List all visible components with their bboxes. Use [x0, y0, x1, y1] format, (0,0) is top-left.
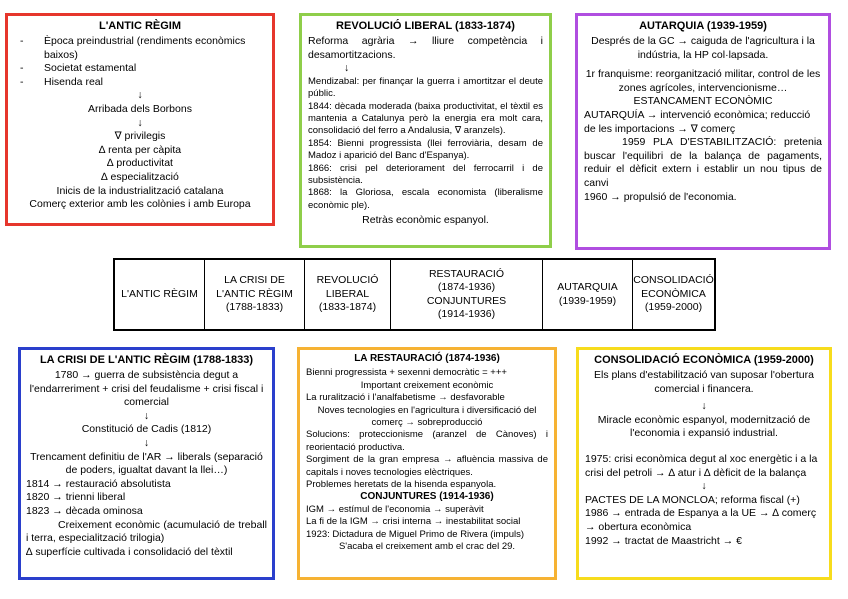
text-line: 1986 → entrada de Espanya a la UE → ∆ comerç → obertura econòmica — [585, 507, 817, 533]
text-line: Bienni progressista + sexenni democràtic = +++ — [306, 367, 507, 379]
timeline-label: REVOLUCIÓ — [316, 274, 379, 287]
down-arrow-icon: ↓ — [137, 116, 143, 129]
timeline-label: RESTAURACIÓ — [428, 267, 505, 280]
text-line: ∆ especialització — [101, 170, 179, 183]
antic-regim-box — [5, 13, 275, 226]
text-line: 1960 → propulsió de l'economia. — [584, 190, 737, 203]
crisi-antic-regim-title: LA CRISI DE L'ANTIC RÈGIM (1788-1833) — [39, 354, 254, 366]
text-line: La ruralització i l'analfabetisme → desfavorable — [306, 392, 505, 404]
text-line: IGM → estímul de l'economia → superàvit — [306, 503, 484, 515]
text-line: 1844: dècada moderada (baixa productivitat, el tèxtil es mantenia a Catalunya però la energia era molt cara, consolidació del ferro a Andalusia, ∇ aranzels). — [308, 100, 543, 137]
timeline-date: (1874-1936) — [437, 281, 496, 293]
list-item: - Època preindustrial (rendiments econòmics baixos) — [14, 35, 266, 62]
timeline-cell-antic-regim — [115, 260, 205, 329]
down-arrow-icon: ↓ — [701, 480, 707, 493]
down-arrow-icon: ↓ — [143, 409, 150, 422]
list-item: - Hisenda real — [14, 76, 266, 90]
text-line: 1866: crisi pel deteriorament del ferrocarril i de subsistència. — [308, 162, 543, 187]
text-line: Després de la GC → caiguda de l'agricultura i la indústria, la HP col·lapsada. — [591, 35, 815, 61]
text-line: Creixement econòmic (acumulació de treball i terra, especialització trilogia) — [26, 518, 267, 545]
text-line: ESTANCAMENT ECONÒMIC — [633, 95, 773, 108]
timeline-label: L'ANTIC RÈGIM — [121, 287, 198, 300]
text-line: 1820 → trienni liberal — [26, 491, 126, 504]
autarquia-box — [575, 13, 831, 250]
text-line: ∇ privilegis — [114, 130, 166, 143]
restauracio-title: LA RESTAURACIÓ (1874-1936) — [354, 353, 500, 364]
text-line: 1854: Bienni progressista (llei ferroviària, desam de Madoz i aparició del Banc d'Espanya). — [308, 137, 543, 162]
text-line: Reforma agrària → lliure competència i desamortitzacions. — [308, 35, 543, 61]
text-line: Trencament definitiu de l'AR → liberals (separació de poders, igualtat davant la llei…) — [30, 450, 263, 477]
consolidacio-title: CONSOLIDACIÓ ECONÒMICA (1959-2000) — [594, 354, 814, 366]
timeline-date: (1914-1936) — [437, 308, 496, 320]
text-line: La fi de la IGM → crisi interna → inestabilitat social — [306, 516, 521, 528]
text-line: Miracle econòmic espanyol, modernització de l'economia i expansió industrial. — [597, 413, 811, 440]
timeline-cell-autarquia — [543, 260, 633, 329]
down-arrow-icon: ↓ — [143, 436, 150, 449]
timeline-label: CONJUNTURES — [426, 294, 507, 307]
text-line: ∆ productivitat — [107, 157, 173, 170]
timeline-label: AUTARQUIA — [557, 281, 618, 293]
timeline-date: (1788-1833) — [225, 301, 284, 314]
text-line: 1992 → tractat de Maastricht → € — [585, 534, 742, 547]
autarquia-title: AUTARQUIA (1939-1959) — [639, 20, 767, 32]
text-line: 1r franquisme: reorganització militar, control de les zones agrícoles, intervencionisme… — [585, 68, 821, 94]
timeline-date: (1959-2000) — [644, 301, 703, 314]
restauracio-box — [297, 347, 557, 580]
text-line: Inicis de la industrialització catalana — [56, 184, 224, 197]
text-line: Comerç exterior amb les colònies i amb Europa — [29, 198, 251, 211]
text-line: Sorgiment de la gran empresa → afluència massiva de capitals i noves tecnologies elèctriques. — [306, 454, 548, 478]
text-line: S'acaba el creixement amb el crac del 29. — [338, 541, 516, 553]
timeline-bar — [113, 258, 716, 331]
text-line: Important creixement econòmic — [360, 379, 494, 391]
down-arrow-icon: ↓ — [701, 400, 707, 413]
text-line: 1823 → dècada ominosa — [26, 504, 143, 517]
down-arrow-icon: ↓ — [137, 89, 143, 102]
text-line: PACTES DE LA MONCLOA; reforma fiscal (+) — [585, 493, 800, 506]
text-line: 1959 PLA D'ESTABILITZACIÓ: pretenia buscar l'equilibri de la balança de pagaments, reduir el dèficit extern i establir un nou tipus de canvi — [584, 136, 822, 189]
revolucio-liberal-box — [299, 13, 552, 248]
crisi-antic-regim-box — [18, 347, 275, 580]
conjuntures-subtitle: CONJUNTURES (1914-1936) — [360, 491, 494, 503]
timeline-date: (1833-1874) — [318, 301, 377, 314]
timeline-cell-consolidacio — [633, 260, 714, 329]
timeline-date: (1939-1959) — [558, 294, 617, 307]
text-line: 1868: la Gloriosa, escala economista (liberalisme econòmic ple). — [308, 187, 543, 211]
text-line: 1923: Dictadura de Miguel Primo de Rivera (impuls) — [306, 528, 525, 540]
text-line: Problemes heretats de la hisenda espanyola. — [306, 479, 497, 491]
text-line: Solucions: proteccionisme (aranzel de Cànoves) i reorientació productiva. — [306, 429, 548, 453]
timeline-cell-restauracio — [391, 260, 543, 329]
timeline-label: LA CRISI DE — [224, 274, 285, 287]
text-line: 1814 → restauració absolutista — [26, 477, 171, 490]
timeline-cell-revolucio — [305, 260, 391, 329]
timeline-label: ECONÒMICA — [641, 287, 706, 300]
text-line: ∆ renta per càpita — [98, 143, 182, 156]
text-line: Mendizabal: per finançar la guerra i amortitzar el deute públic. — [308, 75, 543, 100]
consolidacio-box — [576, 347, 832, 580]
timeline-label: LIBERAL — [325, 287, 370, 300]
timeline-label: CONSOLIDACIÓ — [633, 274, 714, 287]
timeline-cell-crisi — [205, 260, 305, 329]
text-line: Constitució de Cadis (1812) — [81, 423, 212, 436]
text-line: Noves tecnologies en l'agricultura i diversificació del comerç → sobreproducció — [317, 404, 537, 429]
text-line: AUTARQUÍA → intervenció econòmica; reducció de les importacions → ∇ comerç — [584, 108, 811, 135]
text-line: ∆ superfície cultivada i consolidació del tèxtil — [26, 545, 233, 558]
text-line: 1780 → guerra de subsistència degut a l'endarreriment + crisi del feudalisme + crisi fiscal i comercial — [29, 369, 264, 409]
antic-regim-title: L'ANTIC RÈGIM — [98, 20, 182, 32]
text-line: 1975: crisi econòmica degut al xoc energètic i a la crisi del petroli → ∆ atur i ∆ dèficit de la balança — [585, 452, 818, 479]
text-line: Retràs econòmic espanyol. — [362, 214, 489, 227]
revolucio-liberal-title: REVOLUCIÓ LIBERAL (1833-1874) — [336, 20, 515, 32]
down-arrow-icon: ↓ — [344, 62, 350, 75]
text-line: Els plans d'estabilització van suposar l'obertura comercial i financera. — [594, 369, 814, 395]
text-line: Arribada dels Borbons — [88, 102, 192, 115]
timeline-label: L'ANTIC RÈGIM — [216, 287, 293, 300]
list-item: - Societat estamental — [14, 62, 266, 76]
